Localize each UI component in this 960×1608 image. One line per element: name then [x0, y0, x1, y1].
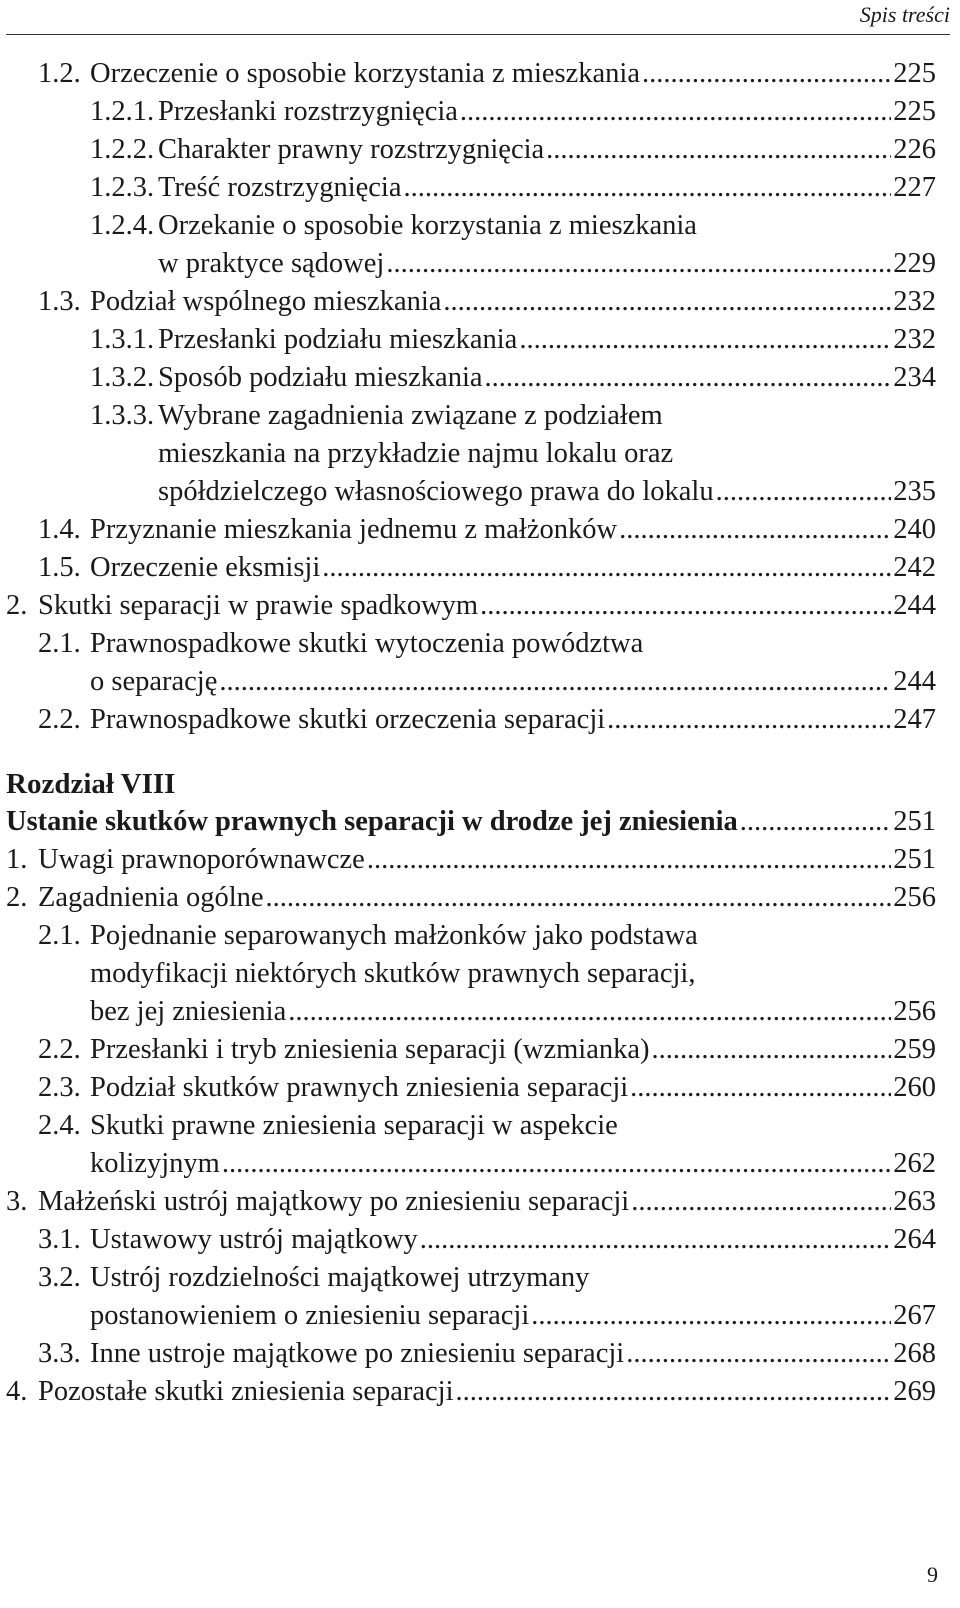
toc-section-continued: [0, 55, 960, 739]
running-head: [6, 2, 950, 35]
entry-page-number: 263: [893, 1186, 936, 1217]
entry-title: Inne ustroje majątkowe po zniesieniu separacji: [90, 1338, 625, 1369]
dot-leader: [607, 701, 891, 739]
entry-page-number: 259: [893, 1034, 936, 1065]
entry-title: Małżeński ustrój majątkowy po zniesieniu separacji: [38, 1186, 630, 1217]
toc-entry[interactable]: [0, 701, 960, 739]
dot-leader: [367, 841, 891, 879]
entry-title: Sposób podziału mieszkania: [158, 362, 483, 393]
entry-title: Skutki separacji w prawie spadkowym: [38, 590, 479, 621]
entry-title: Ustawowy ustrój majątkowy: [90, 1224, 418, 1255]
dot-leader: [480, 587, 891, 625]
entry-title: Wybrane zagadnienia związane z podziałem: [158, 400, 663, 431]
entry-page-number: 244: [893, 666, 936, 697]
toc-entry[interactable]: [0, 1031, 960, 1069]
dot-leader: [386, 245, 891, 283]
toc-entry[interactable]: [0, 321, 960, 359]
entry-title: Zagadnienia ogólne: [38, 882, 264, 913]
toc-entry[interactable]: [0, 169, 960, 207]
toc-entry[interactable]: [0, 93, 960, 131]
entry-title: Podział skutków prawnych zniesienia separacji: [90, 1072, 629, 1103]
entry-page-number: 235: [893, 476, 936, 507]
entry-title: Prawnospadkowe skutki orzeczenia separacji: [90, 704, 606, 735]
toc-section-chapter: [0, 841, 960, 1411]
entry-page-number: 234: [893, 362, 936, 393]
entry-number: 3.1.: [38, 1224, 81, 1255]
entry-title: Prawnospadkowe skutki wytoczenia powództwa: [90, 628, 644, 659]
dot-leader: [519, 321, 891, 359]
entry-title: Charakter prawny rozstrzygnięcia: [158, 134, 545, 165]
toc-entry[interactable]: [0, 587, 960, 625]
dot-leader: [443, 283, 891, 321]
entry-title: o separację: [90, 666, 218, 697]
entry-number: 2.3.: [38, 1072, 81, 1103]
entry-page-number: 232: [893, 286, 936, 317]
entry-page-number: 267: [893, 1300, 936, 1331]
toc-entry[interactable]: [0, 1069, 960, 1107]
toc-entry[interactable]: [0, 511, 960, 549]
dot-leader: [546, 131, 891, 169]
toc-entry[interactable]: [0, 879, 960, 917]
entry-number: 3.: [6, 1186, 28, 1217]
dot-leader: [740, 803, 892, 841]
entry-title: postanowieniem o zniesieniu separacji: [90, 1300, 530, 1331]
entry-number: 3.3.: [38, 1338, 81, 1369]
entry-title: Ustrój rozdzielności majątkowej utrzymany: [90, 1262, 590, 1293]
entry-page-number: 227: [893, 172, 936, 203]
entry-title: Orzekanie o sposobie korzystania z mieszkania: [158, 210, 697, 241]
chapter-page-number: 251: [893, 806, 936, 837]
section-gap: [0, 739, 960, 765]
entry-number: 1.4.: [38, 514, 81, 545]
page-number: 9: [927, 1562, 938, 1587]
table-of-contents: [0, 55, 960, 1411]
dot-leader: [404, 169, 892, 207]
dot-leader: [651, 1031, 891, 1069]
toc-entry[interactable]: [0, 1221, 960, 1259]
toc-entry[interactable]: [0, 917, 960, 1031]
entry-title: Podział wspólnego mieszkania: [90, 286, 442, 317]
chapter-title: Ustanie skutków prawnych separacji w drodze jej zniesienia: [6, 806, 738, 837]
dot-leader: [642, 55, 891, 93]
entry-page-number: 251: [893, 844, 936, 875]
entry-number: 4.: [6, 1376, 28, 1407]
dot-leader: [630, 1069, 891, 1107]
entry-number: 2.1.: [38, 628, 81, 659]
dot-leader: [460, 93, 891, 131]
toc-entry[interactable]: [0, 1373, 960, 1411]
toc-entry[interactable]: [0, 359, 960, 397]
entry-number: 2.: [6, 590, 28, 621]
entry-number: 1.2.4.: [90, 210, 155, 241]
entry-page-number: 240: [893, 514, 936, 545]
entry-page-number: 242: [893, 552, 936, 583]
entry-number: 1.3.2.: [90, 362, 155, 393]
entry-number: 2.: [6, 882, 28, 913]
entry-title: Przesłanki podziału mieszkania: [158, 324, 518, 355]
entry-page-number: 268: [893, 1338, 936, 1369]
toc-entry[interactable]: [0, 207, 960, 283]
toc-entry[interactable]: [0, 55, 960, 93]
entry-number: 1.3.: [38, 286, 81, 317]
entry-number: 1.2.2.: [90, 134, 155, 165]
entry-page-number: 256: [893, 996, 936, 1027]
dot-leader: [631, 1183, 891, 1221]
entry-number: 1.: [6, 844, 28, 875]
entry-title: Treść rozstrzygnięcia: [158, 172, 402, 203]
entry-page-number: 226: [893, 134, 936, 165]
entry-page-number: 225: [893, 96, 936, 127]
entry-title: bez jej zniesienia: [90, 996, 287, 1027]
chapter-label: Rozdział VIII: [6, 768, 176, 800]
dot-leader: [626, 1335, 891, 1373]
entry-page-number: 262: [893, 1148, 936, 1179]
dot-leader: [531, 1297, 891, 1335]
entry-page-number: 269: [893, 1376, 936, 1407]
entry-title: Skutki prawne zniesienia separacji w aspekcie: [90, 1110, 618, 1141]
entry-title: Pozostałe skutki zniesienia separacji: [38, 1376, 454, 1407]
entry-title: w praktyce sądowej: [158, 248, 385, 279]
entry-page-number: 244: [893, 590, 936, 621]
entry-page-number: 256: [893, 882, 936, 913]
entry-title: spółdzielczego własnościowego prawa do lokalu: [158, 476, 714, 507]
running-head-title: Spis treści: [859, 2, 950, 27]
entry-title: Orzeczenie eksmisji: [90, 552, 321, 583]
entry-number: 2.2.: [38, 1034, 81, 1065]
dot-leader: [456, 1373, 892, 1411]
entry-number: 1.2.: [38, 58, 81, 89]
entry-number: 1.5.: [38, 552, 81, 583]
chapter-title-entry[interactable]: [0, 803, 960, 841]
toc-entry[interactable]: [0, 131, 960, 169]
entry-number: 1.2.3.: [90, 172, 155, 203]
entry-title: mieszkania na przykładzie najmu lokalu oraz: [158, 438, 674, 469]
toc-entry[interactable]: [0, 1335, 960, 1373]
entry-number: 3.2.: [38, 1262, 81, 1293]
toc-entry[interactable]: [0, 1259, 960, 1335]
toc-entry[interactable]: [0, 625, 960, 701]
entry-title: kolizyjnym: [90, 1148, 220, 1179]
toc-entry[interactable]: [0, 549, 960, 587]
entry-title: Orzeczenie o sposobie korzystania z mieszkania: [90, 58, 640, 89]
entry-page-number: 225: [893, 58, 936, 89]
entry-number: 2.1.: [38, 920, 81, 951]
dot-leader: [266, 879, 892, 917]
dot-leader: [322, 549, 891, 587]
entry-page-number: 260: [893, 1072, 936, 1103]
toc-entry[interactable]: [0, 1183, 960, 1221]
toc-entry[interactable]: [0, 1107, 960, 1183]
entry-number: 2.2.: [38, 704, 81, 735]
entry-page-number: 229: [893, 248, 936, 279]
entry-page-number: 247: [893, 704, 936, 735]
entry-number: 2.4.: [38, 1110, 81, 1141]
entry-number: 1.3.1.: [90, 324, 155, 355]
entry-title: modyfikacji niektórych skutków prawnych separacji,: [90, 958, 696, 989]
entry-page-number: 232: [893, 324, 936, 355]
entry-number: 1.2.1.: [90, 96, 155, 127]
dot-leader: [619, 511, 891, 549]
entry-title: Przyznanie mieszkania jednemu z małżonków: [90, 514, 618, 545]
toc-entry[interactable]: [0, 283, 960, 321]
toc-entry[interactable]: [0, 397, 960, 511]
entry-title: Uwagi prawnoporównawcze: [38, 844, 365, 875]
entry-page-number: 264: [893, 1224, 936, 1255]
entry-title: Przesłanki i tryb zniesienia separacji (wzmianka): [90, 1034, 650, 1065]
dot-leader: [288, 993, 891, 1031]
entry-title: Pojednanie separowanych małżonków jako podstawa: [90, 920, 698, 951]
dot-leader: [716, 473, 892, 511]
dot-leader: [219, 663, 891, 701]
dot-leader: [222, 1145, 891, 1183]
entry-title: Przesłanki rozstrzygnięcia: [158, 96, 458, 127]
dot-leader: [420, 1221, 892, 1259]
entry-number: 1.3.3.: [90, 400, 155, 431]
dot-leader: [485, 359, 892, 397]
toc-entry[interactable]: [0, 841, 960, 879]
